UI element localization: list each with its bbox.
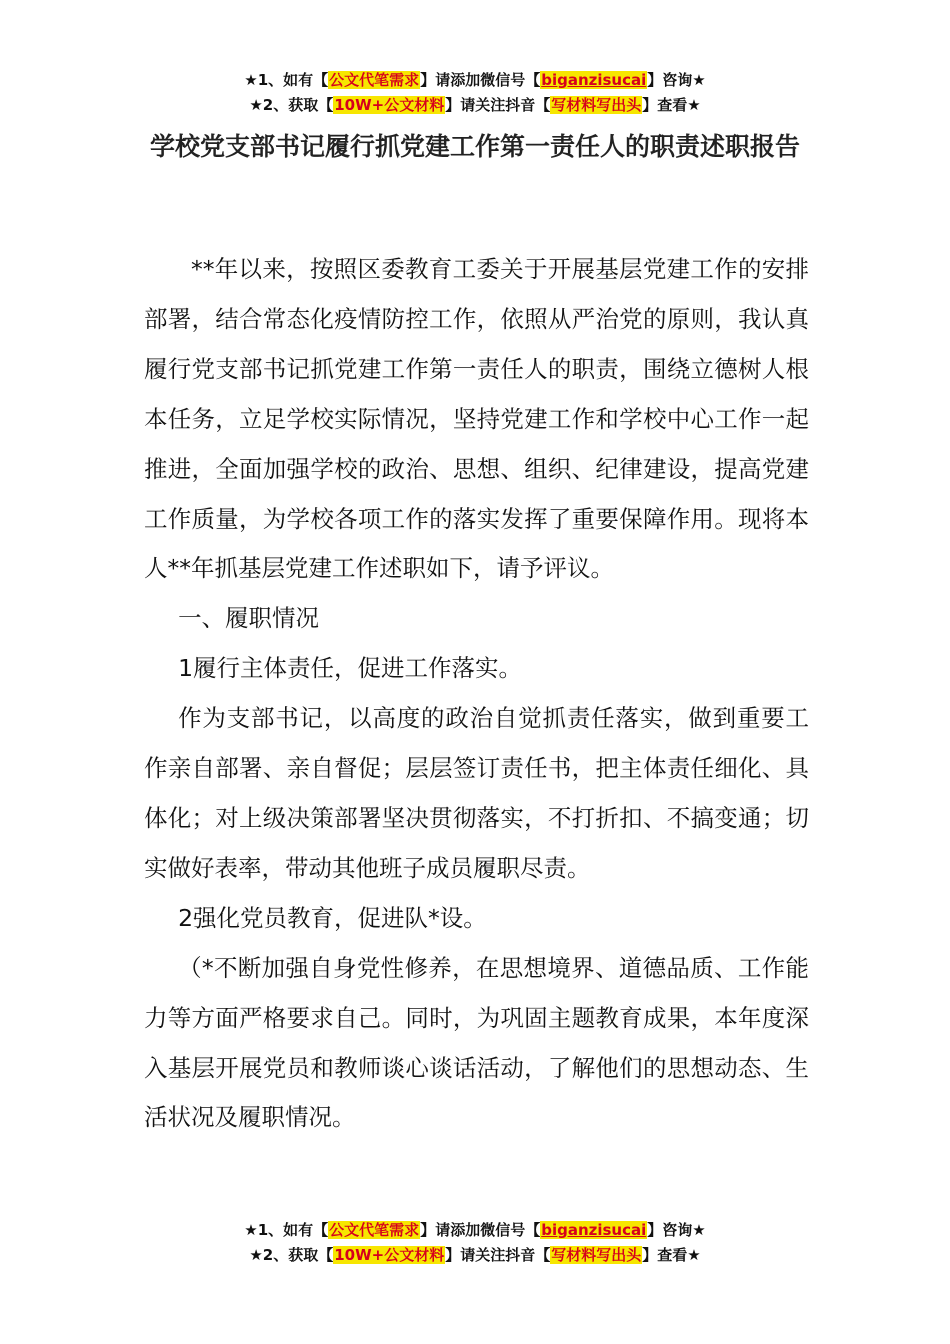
banner-text: ★1、如有【 — [244, 71, 329, 89]
banner-highlight-wechat: biganzisucai — [541, 1221, 647, 1239]
banner-highlight: 公文代笔需求 — [329, 71, 420, 89]
banner-text: ★1、如有【 — [244, 1221, 329, 1239]
banner-line-1 — [0, 68, 950, 93]
paragraph: 作为支部书记，以高度的政治自觉抓责任落实，做到重要工作亲自部署、亲自督促；层层签订责任书，把主体责任细化、具体化；对上级决策部署坚决贯彻落实，不打折扣、不搞变通；切实做好表率，带动其他班子成员履职尽责。 — [144, 704, 809, 882]
banner-line-1 — [0, 1218, 950, 1243]
banner-text: 】请关注抖音【 — [445, 96, 551, 114]
document-title: 学校党支部书记履行抓党建工作第一责任人的职责述职报告 — [150, 132, 801, 161]
banner-text: 】咨询★ — [647, 1221, 706, 1239]
footer-banner — [0, 1218, 950, 1268]
banner-highlight: 10W+公文材料 — [334, 96, 445, 114]
document-body — [144, 245, 809, 1143]
banner-highlight-douyin: 写材料写出头 — [551, 1246, 642, 1264]
banner-text: ★2、获取【 — [249, 96, 334, 114]
banner-text: 】查看★ — [642, 96, 701, 114]
paragraph: （*不断加强自身党性修养，在思想境界、道德品质、工作能力等方面严格要求自己。同时，为巩固主题教育成果，本年度深入基层开展党员和教师谈心谈话活动，了解他们的思想动态、生活状况及履职情况。 — [144, 953, 809, 1132]
banner-text: 】请添加微信号【 — [420, 71, 541, 89]
banner-highlight-wechat: biganzisucai — [541, 71, 647, 89]
banner-text: 】查看★ — [642, 1246, 701, 1264]
banner-highlight: 10W+公文材料 — [334, 1246, 445, 1264]
banner-highlight: 公文代笔需求 — [329, 1221, 420, 1239]
banner-highlight-douyin: 写材料写出头 — [551, 96, 642, 114]
banner-text: 】咨询★ — [647, 71, 706, 89]
section-heading: 一、履职情况 — [178, 604, 320, 633]
subsection-heading: 1履行主体责任，促进工作落实。 — [178, 654, 523, 683]
banner-text: 】请关注抖音【 — [445, 1246, 551, 1264]
banner-text: 】请添加微信号【 — [420, 1221, 541, 1239]
subsection-heading: 2强化党员教育，促进队*设。 — [178, 903, 487, 932]
banner-line-2 — [0, 1243, 950, 1268]
banner-text: ★2、获取【 — [249, 1246, 334, 1264]
paragraph-intro: **年以来，按照区委教育工委关于开展基层党建工作的安排部署，结合常态化疫情防控工作，依照从严治党的原则，我认真履行党支部书记抓党建工作第一责任人的职责，围绕立德树人根本任务，立足学校实际情况，坚持党建工作和学校中心工作一起推进，全面加强学校的政治、思想、组织、纪律建设，提高党建工作质量，为学校各项工作的落实发挥了重要保障作用。现将本人**年抓基层党建工作述职如下，请予评议。 — [144, 255, 809, 583]
banner-line-2 — [0, 93, 950, 118]
header-banner — [0, 68, 950, 118]
